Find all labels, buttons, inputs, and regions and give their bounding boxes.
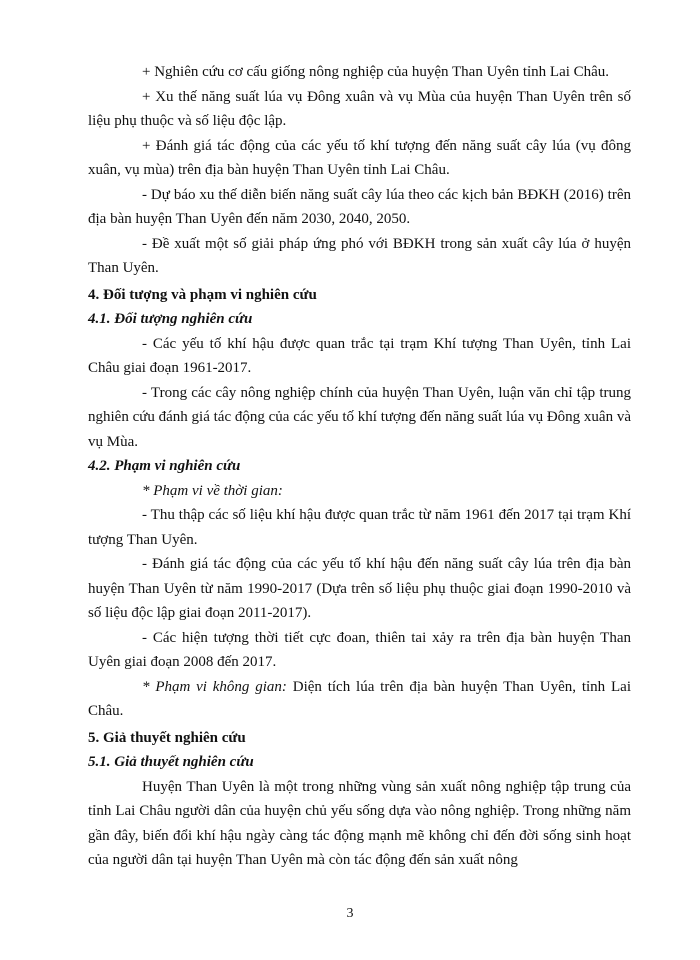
scope-space-text: Diện tích lúa trên địa bàn huyện Than Uyên, tỉnh Lai Châu. [88,678,631,719]
paragraph-research-crop-structure: + Nghiên cứu cơ cấu giống nông nghiệp của huyện Than Uyên tỉnh Lai Châu. [142,64,610,80]
subsection-heading-5-1: 5.1. Giả thuyết nghiên cứu [88,754,254,770]
subsection-heading-4-2: 4.2. Phạm vi nghiên cứu [88,458,241,474]
paragraph-data-collection: - Thu thập các số liệu khí hậu được quan trắc từ năm 1961 đến 2017 tại trạm Khí tượng Than Uyên. [88,507,631,548]
scope-time-label: * Phạm vi về thời gian: [142,482,283,499]
paragraph-meteorological-impact: + Đánh giá tác động của các yếu tố khí tượng đến năng suất cây lúa (vụ đông xuân, vụ mùa) trên địa bàn huyện Than Uyên tỉnh Lai Châu. [88,137,631,178]
paragraph-impact-assessment: - Đánh giá tác động của các yếu tố khí hậu đến năng suất cây lúa trên địa bàn huyện Than Uyên từ năm 1990-2017 (Dựa trên số liệu phụ thuộc giai đoạn 1990-2010 và số liệu độc lập giai đoạn 2011-2017). [88,556,631,621]
paragraph-adaptation-solutions: - Đề xuất một số giải pháp ứng phó với BĐKH trong sản xuất cây lúa ở huyện Than Uyên. [88,235,631,276]
page-body [88,60,631,873]
paragraph-hypothesis: Huyện Than Uyên là một trong những vùng sản xuất nông nghiệp tập trung của tỉnh Lai Châu người dân của huyện chủ yếu sống dựa vào nông nghiệp. Trong những năm gần đây, biến đổi khí hậu ngày càng tác động mạnh mẽ không chỉ đến đời sống sinh hoạt của người dân tại huyện Than Uyên mà còn tác động đến sản xuất nông [88,778,631,868]
subsection-heading-4-1: 4.1. Đối tượng nghiên cứu [88,311,253,327]
paragraph-extreme-weather: - Các hiện tượng thời tiết cực đoan, thiên tai xảy ra trên địa bàn huyện Than Uyên giai đoạn 2008 đến 2017. [88,629,631,670]
paragraph-spatial-scope [88,675,631,724]
section-heading-5: 5. Giả thuyết nghiên cứu [88,729,246,746]
section-heading-4: 4. Đối tượng và phạm vi nghiên cứu [88,286,317,303]
scope-space-label: * Phạm vi không gian: [142,678,287,695]
page-number: 3 [346,906,354,921]
paragraph-climate-factors: - Các yếu tố khí hậu được quan trắc tại trạm Khí tượng Than Uyên, tỉnh Lai Châu giai đoạn 1961-2017. [88,335,631,376]
paragraph-yield-forecast: - Dự báo xu thế diễn biến năng suất cây lúa theo các kịch bản BĐKH (2016) trên địa bàn huyện Than Uyên đến năm 2030, 2040, 2050. [88,186,631,227]
paragraph-rice-yield-trend: + Xu thế năng suất lúa vụ Đông xuân và vụ Mùa của huyện Than Uyên trên số liệu phụ thuộc và số liệu độc lập. [88,88,631,129]
paragraph-main-crops: - Trong các cây nông nghiệp chính của huyện Than Uyên, luận văn chỉ tập trung nghiên cứu đánh giá tác động của các yếu tố khí tượng đến năng suất lúa vụ Đông xuân và vụ Mùa. [88,384,631,450]
